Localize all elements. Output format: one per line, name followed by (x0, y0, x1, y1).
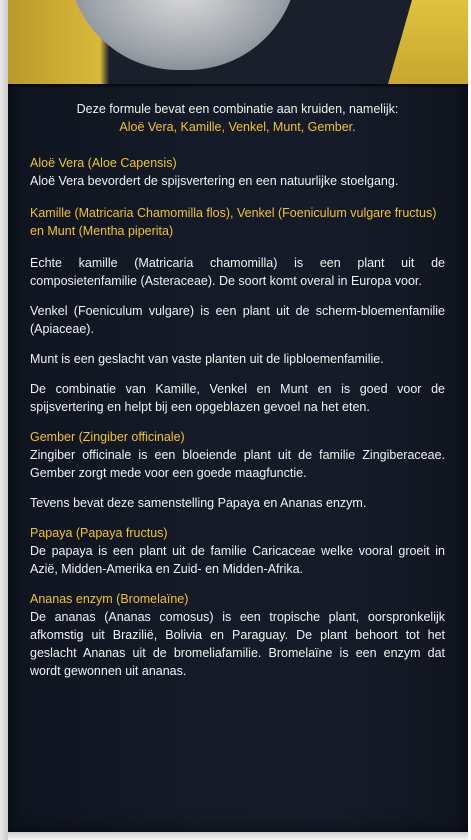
venkel-text: Venkel (Foeniculum vulgare) is een plant uit de scherm-bloemenfamilie (Apiaceae). (30, 304, 445, 336)
label-gold-corner (388, 0, 468, 84)
kamille-text: Echte kamille (Matricaria chamomilla) is een plant uit de composietenfamilie (Asteraceae). De soort komt overal in Europa voor. (30, 256, 445, 288)
box-text-panel (30, 100, 445, 680)
kamille-heading: Kamille (Matricaria Chamomilla flos), Venkel (Foeniculum vulgare fructus) en Munt (Mentha piperita) (30, 206, 437, 238)
photo-background-bottom (8, 832, 468, 840)
gember-text: Zingiber officinale is een bloeiende plant uit de familie Zingiberaceae. Gember zorgt mede voor een goede maagfunctie. (30, 448, 445, 480)
intro-herbs-line: Aloë Vera, Kamille, Venkel, Munt, Gember. (119, 120, 356, 134)
ananas-text: De ananas (Ananas comosus) is een tropische plant, oorspronkelijk afkomstig uit Brazilië, Bolivia en Paraguay. De plant behoort tot het geslacht Ananas uit de bromeliafamilie. Bromelaïne is een enzym dat wordt gewonnen uit ananas. (30, 610, 445, 678)
box-top-label (8, 0, 468, 84)
papaya-heading: Papaya (Papaya fructus) (30, 526, 168, 540)
label-circle-graphic (68, 0, 298, 70)
ananas-heading: Ananas enzym (Bromelaïne) (30, 592, 189, 606)
gember-heading: Gember (Zingiber officinale) (30, 430, 185, 444)
combination-text: De combinatie van Kamille, Venkel en Munt en is goed voor de spijsvertering en helpt bij een opgeblazen gevoel na het eten. (30, 382, 445, 414)
papaya-text: De papaya is een plant uit de familie Caricaceae welke vooral groeit in Azië, Midden-Amerika en Zuid- en Midden-Afrika. (30, 544, 445, 576)
intro-line: Deze formule bevat een combinatie aan kruiden, namelijk: (76, 102, 399, 116)
aloe-heading: Aloë Vera (Aloe Capensis) (30, 156, 177, 170)
intro-block (30, 100, 445, 136)
munt-text: Munt is een geslacht van vaste planten uit de lipbloemenfamilie. (30, 352, 384, 366)
aloe-text: Aloë Vera bevordert de spijsvertering en een natuurlijke stoelgang. (30, 174, 399, 188)
enzym-text: Tevens bevat deze samenstelling Papaya en Ananas enzym. (30, 496, 367, 510)
box-fold-shadow (8, 84, 468, 88)
